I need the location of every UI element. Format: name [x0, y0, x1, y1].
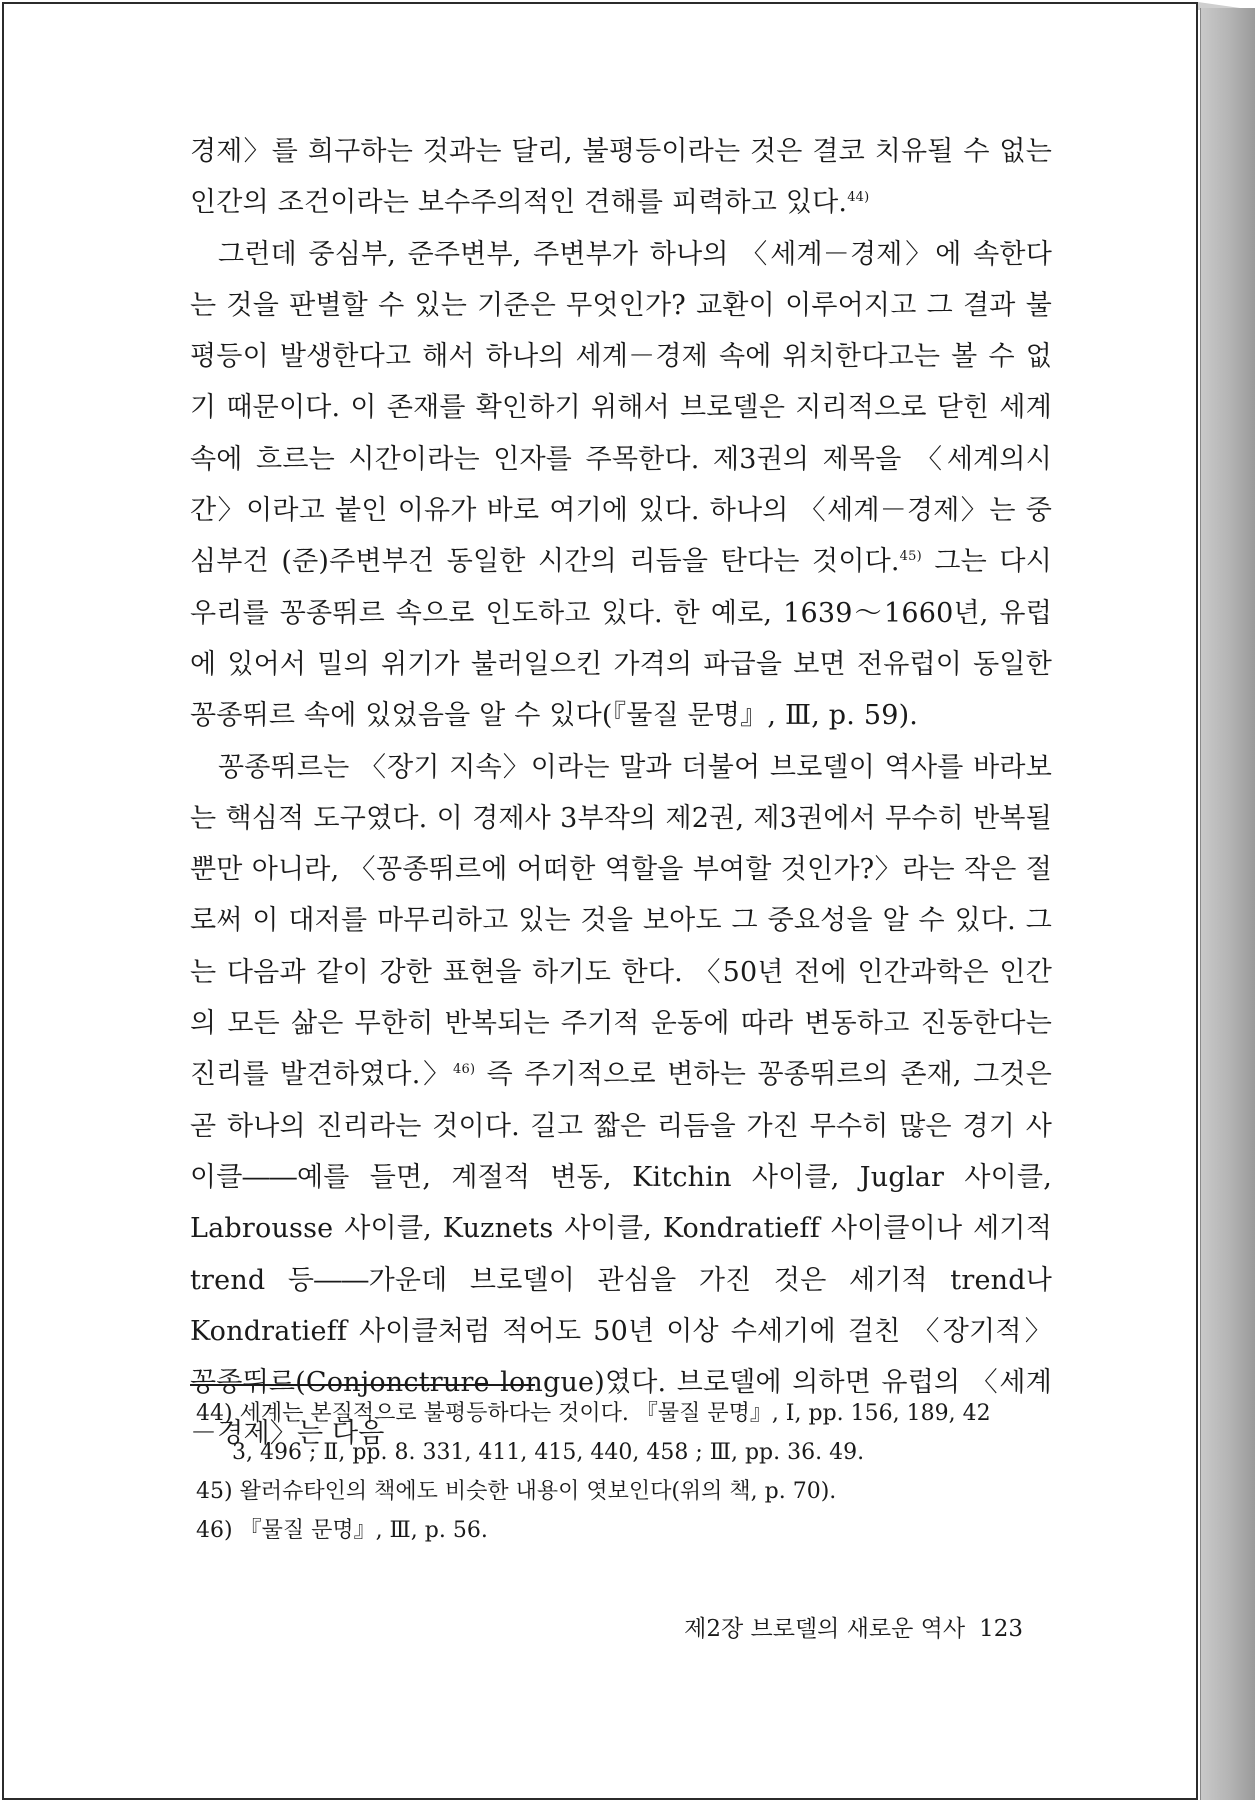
- footnote-separator: [190, 1384, 535, 1386]
- paragraph-2-text-a: 그런데 중심부, 준주변부, 주변부가 하나의 〈세계－경제〉에 속한다는 것을 판별할 수 있는 기준은 무엇인가? 교환이 이루어지고 그 결과 불평등이 발생한다고 해서 하나의 세계－경제 속에 위치한다고는 볼 수 없기 때문이다. 이 존재를 확인하기 위해서 브로델은 지리적으로 닫힌 세계 속에 흐르는 시간이라는 인자를 주목한다. 제3권의 제목을 〈세계의시간〉이라고 붙인 이유가 바로 여기에 있다. 하나의 〈세계－경제〉는 중심부건 (준)주변부건 동일한 시간의 리듬을 탄다는 것이다.: [190, 238, 1052, 578]
- footnote-45: 45) 왈러슈타인의 책에도 비슷한 내용이 엿보인다(위의 책, p. 70).: [196, 1479, 837, 1504]
- footnote-ref-46: 46): [453, 1062, 476, 1078]
- footnotes: [196, 1394, 1046, 1550]
- paragraph-3-text-b: 즉 주기적으로 변하는 꽁종뛰르의 존재, 그것은 곧 하나의 진리라는 것이다. 길고 짧은 리듬을 가진 무수히 많은 경기 사이클――예를 들면, 계절적 변동, Kitchin 사이클, Juglar 사이클, Labrousse 사이클, Kuznets 사이클, Kondratieff 사이클이나 세기적 trend 등――가운데 브로델이 관심을 가진 것은 세기적 trend나 Kondratieff 사이클처럼 적어도 50년 이상 수세기에 걸친 〈장기적〉 꽁종뛰르(Conjonctrure longue)였다. 브로델에 의하면 유럽의 〈세계－경제〉는 다음: [190, 1059, 1052, 1450]
- paragraph-3-text-a: 꽁종뛰르는 〈장기 지속〉이라는 말과 더불어 브로델이 역사를 바라보는 핵심적 도구였다. 이 경제사 3부작의 제2권, 제3권에서 무수히 반복될 뿐만 아니라, 〈꽁종뛰르에 어떠한 역할을 부여할 것인가?〉라는 작은 절로써 이 대저를 마무리하고 있는 것을 보아도 그 중요성을 알 수 있다. 그는 다음과 같이 강한 표현을 하기도 한다. 〈50년 전에 인간과학은 인간의 모든 삶은 무한히 반복되는 주기적 운동에 따라 변동하고 진동한다는 진리를 발견하였다.〉: [190, 751, 1052, 1091]
- footnote-46: 46) 『물질 문명』, Ⅲ, p. 56.: [196, 1518, 488, 1543]
- running-footer: [683, 1610, 1023, 1643]
- paragraph-1: [190, 126, 1052, 229]
- footnote-44-line-2: 3, 496 ; Ⅱ, pp. 8. 331, 411, 415, 440, 458 ; Ⅲ, pp. 36. 49.: [232, 1440, 865, 1465]
- paragraph-3: [190, 742, 1052, 1460]
- footnote-44-line-1: 44) 세계는 본질적으로 불평등하다는 것이다. 『물질 문명』, Ⅰ, pp. 156, 189, 42: [196, 1401, 991, 1426]
- page-number: 123: [979, 1616, 1023, 1642]
- page-stack-edge: [1200, 8, 1255, 1800]
- main-text: [190, 126, 1052, 1460]
- paragraph-2-text-b: 그는 다시 우리를 꽁종뛰르 속으로 인도하고 있다. 한 예로, 1639～1660년, 유럽에 있어서 밀의 위기가 불러일으킨 가격의 파급을 보면 전유럽이 동일한 꽁종뛰르 속에 있었음을 알 수 있다(『물질 문명』, Ⅲ, p. 59).: [190, 546, 1052, 732]
- paragraph-2: [190, 229, 1052, 742]
- footnote-ref-44: 44): [847, 190, 870, 206]
- chapter-title: 제2장 브로델의 새로운 역사: [684, 1616, 966, 1642]
- paragraph-1-text: 경제〉를 희구하는 것과는 달리, 불평등이라는 것은 결코 치유될 수 없는 인간의 조건이라는 보수주의적인 견해를 피력하고 있다.: [190, 136, 1052, 219]
- footnote-ref-45: 45): [899, 549, 922, 565]
